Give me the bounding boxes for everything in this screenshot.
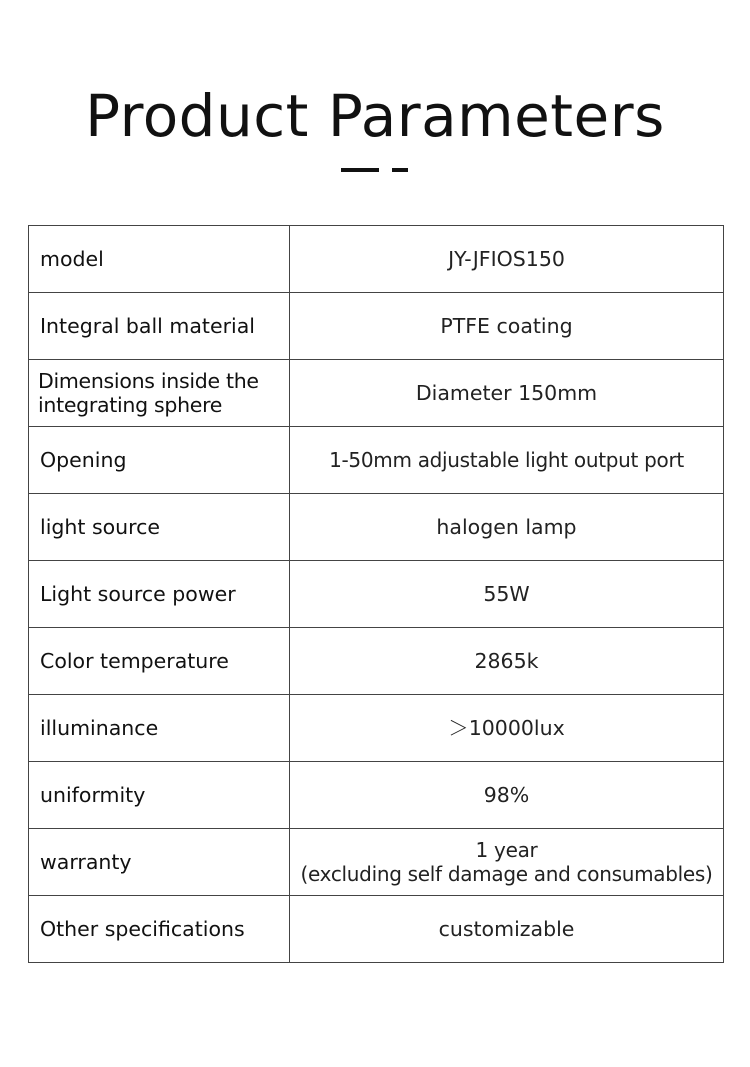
table-row-model: [29, 226, 724, 293]
param-label-line: integrating sphere: [38, 393, 223, 417]
param-value-line: 1 year: [475, 838, 538, 862]
param-label: light source: [29, 494, 290, 561]
param-value: Diameter 150mm: [290, 360, 724, 427]
table-row-material: [29, 293, 724, 360]
param-label: Other specifications: [29, 896, 290, 963]
param-value: ＞10000lux: [290, 695, 724, 762]
param-value-line: (excluding self damage and consumables): [300, 862, 713, 886]
param-label: Color temperature: [29, 628, 290, 695]
param-value: customizable: [290, 896, 724, 963]
table-row-opening: [29, 427, 724, 494]
param-value: 1-50mm adjustable light output port: [290, 427, 724, 494]
table-row-power: [29, 561, 724, 628]
param-label: model: [29, 226, 290, 293]
table-row-uniformity: [29, 762, 724, 829]
title-underline-short: [392, 168, 408, 172]
table-row-dimensions: [29, 360, 724, 427]
param-value: [290, 829, 724, 896]
param-label: Light source power: [29, 561, 290, 628]
param-value: 98%: [290, 762, 724, 829]
param-label: illuminance: [29, 695, 290, 762]
param-label: Opening: [29, 427, 290, 494]
table-row-illuminance: [29, 695, 724, 762]
param-value: PTFE coating: [290, 293, 724, 360]
param-value: 2865k: [290, 628, 724, 695]
table-row-light-source: [29, 494, 724, 561]
param-label-line: Dimensions inside the: [38, 369, 259, 393]
param-label: Integral ball material: [29, 293, 290, 360]
param-label: warranty: [29, 829, 290, 896]
param-value: 55W: [290, 561, 724, 628]
title-underline-long: [341, 168, 379, 172]
param-value: halogen lamp: [290, 494, 724, 561]
page-title: Product Parameters: [85, 82, 665, 150]
param-value: JY-JFIOS150: [290, 226, 724, 293]
table-row-color-temperature: [29, 628, 724, 695]
param-label: uniformity: [29, 762, 290, 829]
param-label: [29, 360, 290, 427]
parameters-table: [28, 225, 724, 963]
table-row-other: [29, 896, 724, 963]
table-row-warranty: [29, 829, 724, 896]
